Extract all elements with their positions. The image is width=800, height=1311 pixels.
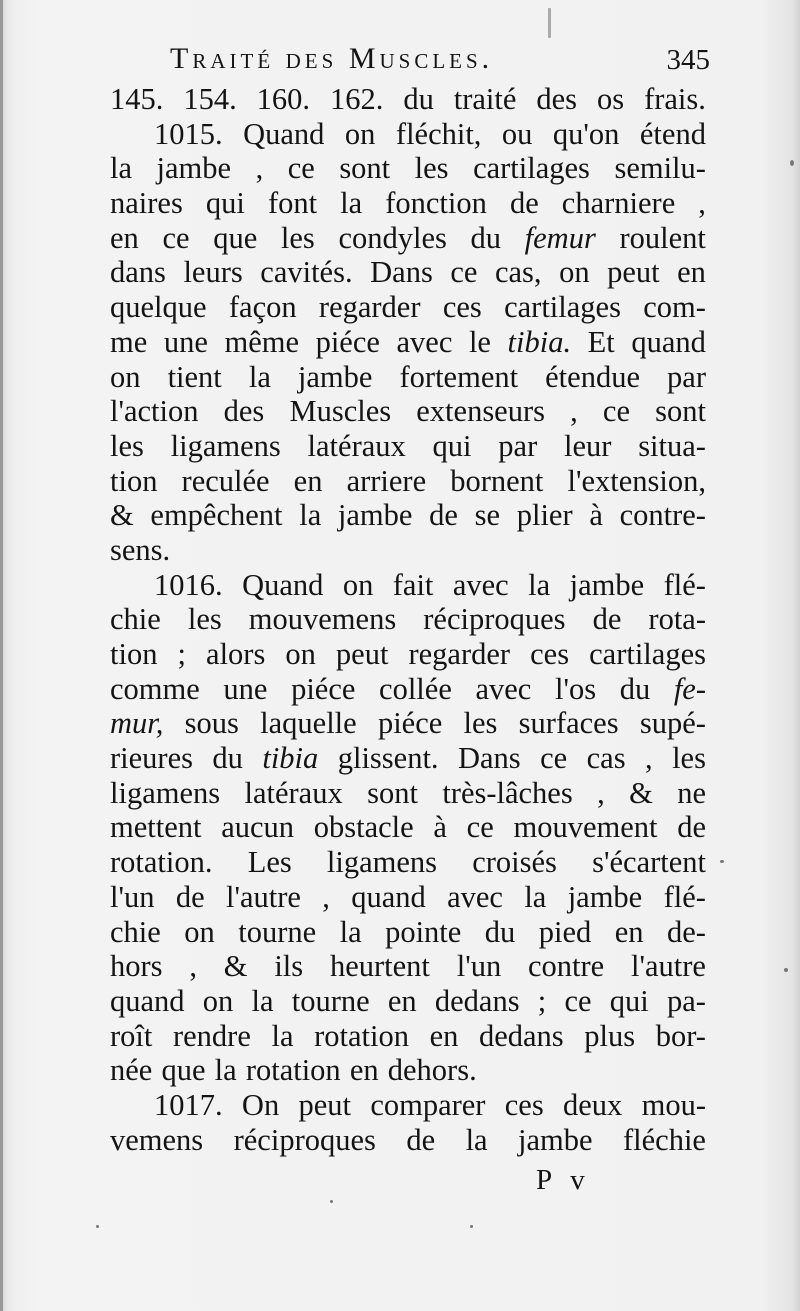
word: fléchie: [622, 1122, 706, 1157]
paper-speck: [784, 968, 788, 972]
paper-speck: [330, 1200, 333, 1203]
word: com-: [643, 290, 706, 325]
word: la: [214, 1053, 237, 1088]
word: mouvemens: [248, 602, 397, 637]
word: les: [187, 602, 222, 637]
word: la: [524, 879, 547, 914]
word: en: [429, 1018, 459, 1053]
word: plier: [516, 498, 573, 533]
word: pied: [538, 914, 592, 949]
text-line: [110, 706, 706, 741]
word: tibia.: [507, 324, 572, 359]
word: en: [349, 1053, 379, 1088]
word: ces: [504, 1087, 544, 1122]
word: jambe: [156, 151, 232, 186]
word: on: [342, 567, 374, 602]
word: même: [224, 324, 299, 359]
word: piéce: [315, 324, 380, 359]
text-line: [110, 255, 706, 290]
paper-speck: [790, 160, 794, 166]
word: jambe: [337, 498, 413, 533]
word: bor-: [655, 1018, 706, 1053]
word: étendue: [545, 359, 640, 394]
text-line: [110, 949, 706, 984]
body-text: [110, 82, 706, 1157]
word: os: [597, 82, 625, 116]
word: naires: [110, 186, 183, 221]
word: bornent: [450, 463, 544, 498]
word: quand: [351, 879, 426, 914]
word: la: [528, 567, 551, 602]
word: en: [677, 255, 706, 290]
word: Muscles: [289, 394, 392, 429]
word: tibia: [262, 741, 319, 776]
word: mouvement: [513, 810, 658, 845]
word: regarder: [408, 637, 511, 671]
word: regarder: [318, 290, 421, 325]
text-line: [110, 533, 706, 568]
text-line: [110, 602, 706, 637]
word: dans: [110, 255, 166, 290]
word: contre: [528, 949, 605, 984]
word: comme: [110, 671, 200, 706]
word: Et: [587, 324, 615, 359]
text-line: [110, 845, 706, 880]
word: frais.: [644, 82, 706, 116]
word: tourne: [238, 914, 317, 949]
word: fortement: [399, 359, 519, 394]
word: en: [614, 914, 644, 949]
word: les: [110, 428, 144, 463]
word: très-lâches: [442, 775, 573, 810]
word: ,: [645, 741, 653, 776]
text-line: [110, 1123, 706, 1158]
word: femur: [524, 220, 596, 255]
word: en: [110, 220, 139, 255]
word: laquelle: [260, 706, 357, 741]
word: hors: [110, 949, 163, 984]
text-line: [110, 568, 706, 603]
word: l'un: [110, 879, 155, 914]
word: qui: [432, 428, 472, 463]
word: à: [589, 498, 603, 533]
word: ne: [677, 775, 706, 810]
text-line: [110, 672, 706, 707]
word: on: [184, 914, 215, 949]
word: alors: [206, 637, 266, 671]
word: ce: [450, 255, 478, 290]
word: ;: [177, 637, 186, 671]
text-line: [110, 151, 706, 186]
word: supé-: [639, 706, 706, 741]
word: ce: [162, 220, 190, 255]
word: rendre: [172, 1018, 251, 1053]
word: étend: [639, 116, 706, 151]
word: piéce: [291, 671, 356, 706]
word: les: [280, 220, 315, 255]
word: mou-: [641, 1087, 706, 1122]
word: contre-: [619, 498, 706, 533]
word: avec: [447, 879, 503, 914]
word: on: [344, 116, 376, 151]
word: de: [677, 810, 706, 845]
word: ligamens: [326, 845, 438, 880]
word: dedans: [478, 1018, 564, 1053]
word: on: [559, 255, 590, 290]
word: ce: [564, 983, 592, 1018]
word: rotation.: [110, 845, 213, 880]
word: ce: [602, 394, 630, 429]
word: une: [223, 671, 268, 706]
word: cas: [586, 741, 626, 776]
text-line: [110, 186, 706, 221]
page-number: 345: [666, 44, 710, 76]
word: ce: [540, 741, 568, 776]
text-line: [110, 1019, 706, 1054]
word: roît: [110, 1018, 153, 1053]
word: la: [339, 914, 362, 949]
word: arriere: [346, 463, 427, 498]
word: jambe: [567, 879, 643, 914]
text-line: [110, 429, 706, 464]
word: la: [465, 1122, 488, 1157]
word: ,: [597, 775, 605, 810]
text-line: [110, 880, 706, 915]
word: l'autre: [225, 879, 301, 914]
word: chie: [110, 602, 161, 637]
word: de: [429, 498, 458, 533]
word: charniere: [561, 186, 676, 221]
word: de-: [666, 914, 706, 949]
word: On: [241, 1087, 280, 1122]
word: ,: [189, 949, 197, 984]
word: une: [163, 324, 208, 359]
word: née: [110, 1053, 153, 1088]
word: Les: [247, 845, 292, 880]
text-line: [110, 810, 706, 845]
word: par: [667, 359, 706, 394]
word: qui: [205, 186, 245, 221]
word: mettent: [110, 810, 202, 845]
word: du: [484, 914, 516, 949]
word: on: [285, 637, 316, 671]
word: l'extension,: [567, 463, 706, 498]
word: avec: [452, 567, 509, 602]
word: des: [536, 82, 578, 116]
word: ,: [322, 879, 330, 914]
word: la: [340, 186, 363, 221]
word: fléchit,: [395, 116, 482, 151]
word: ,: [570, 394, 578, 429]
word: rieures: [110, 741, 193, 776]
word: ces: [442, 290, 482, 325]
word: ou: [501, 116, 533, 151]
word: Dans: [370, 255, 433, 290]
word: la: [299, 498, 322, 533]
word: la: [248, 359, 271, 394]
text-line: [110, 394, 706, 429]
word: sous: [184, 706, 239, 741]
word: la: [271, 1018, 294, 1053]
word: que: [161, 1053, 206, 1088]
word: situa-: [638, 428, 706, 463]
text-line: [110, 915, 706, 950]
paper-speck: [96, 1225, 99, 1228]
word: me: [110, 324, 148, 359]
word: façon: [228, 290, 297, 325]
word: peut: [298, 1087, 352, 1122]
text-line: [110, 741, 706, 776]
word: ligamens: [170, 428, 281, 463]
word: l'autre: [631, 949, 706, 984]
word: de: [406, 1122, 436, 1157]
word: ces: [530, 637, 570, 671]
word: peut: [335, 637, 389, 671]
word: qui: [609, 983, 649, 1018]
word: chie: [110, 914, 161, 949]
text-line: [110, 637, 706, 672]
word: comparer: [370, 1087, 486, 1122]
word: du: [403, 82, 434, 116]
word: extenseurs: [416, 394, 545, 429]
word: glissent.: [337, 741, 439, 776]
word: collée: [379, 671, 452, 706]
word: heurtent: [329, 949, 430, 984]
word: sont: [367, 775, 418, 810]
word: s'écartent: [592, 845, 706, 880]
word: leur: [564, 428, 612, 463]
word: cavités.: [260, 255, 353, 290]
word: traité: [453, 82, 517, 116]
word: condyles: [338, 220, 447, 255]
word: la: [251, 983, 274, 1018]
text-line: [110, 1088, 706, 1123]
word: réciproques: [233, 1122, 376, 1157]
word: sont: [339, 151, 391, 186]
word: obstacle: [313, 810, 414, 845]
word: &: [110, 498, 134, 533]
word: l'os: [554, 671, 597, 706]
page-gutter-edge: [0, 0, 3, 1311]
word: flé-: [663, 567, 706, 602]
word: leurs: [183, 255, 243, 290]
word: deux: [563, 1087, 623, 1122]
word: &: [629, 775, 653, 810]
word: fait: [392, 567, 434, 602]
word: les: [672, 741, 706, 776]
word: on: [202, 983, 234, 1018]
word: Dans: [457, 741, 521, 776]
word: 1017.: [154, 1087, 223, 1122]
text-line: [110, 360, 706, 395]
word: 1016.: [154, 567, 223, 602]
word: pa-: [667, 983, 706, 1018]
word: pointe: [385, 914, 462, 949]
word: la: [110, 151, 133, 186]
word: quand: [110, 983, 185, 1018]
paper-speck: [470, 1225, 473, 1228]
word: dedans: [434, 983, 520, 1018]
word: avec: [396, 324, 453, 359]
word: qu'on: [552, 116, 620, 151]
text-line: [110, 221, 706, 256]
word: des: [223, 394, 265, 429]
word: latéraux: [307, 428, 406, 463]
word: ligamens: [110, 775, 221, 810]
text-line: [110, 117, 706, 152]
word: se: [474, 498, 501, 533]
signature-mark: P v: [536, 1164, 591, 1196]
word: ce: [287, 151, 315, 186]
word: avec: [475, 671, 532, 706]
word: par: [498, 428, 538, 463]
paper-speck: [720, 860, 724, 863]
word: jambe: [569, 567, 645, 602]
text-line: [110, 984, 706, 1019]
paper-mark: [548, 8, 551, 38]
word: font: [267, 186, 318, 221]
word: tion: [110, 463, 158, 498]
word: quand: [631, 324, 706, 359]
word: fonction: [385, 186, 487, 221]
word: ,: [255, 151, 264, 186]
word: tion: [110, 637, 158, 671]
word: rotation: [314, 1018, 409, 1053]
word: réciproques: [423, 602, 566, 637]
word: de: [509, 186, 539, 221]
word: ils: [274, 949, 304, 984]
word: cartilages: [589, 637, 706, 671]
word: semilu-: [614, 151, 706, 186]
word: roulent: [619, 220, 706, 255]
word: piéce: [377, 706, 443, 741]
word: du: [212, 741, 243, 776]
word: de: [592, 602, 622, 637]
page-header: [170, 42, 710, 82]
word: les: [414, 151, 449, 186]
word: dehors.: [387, 1053, 477, 1088]
word: croisés: [472, 845, 557, 880]
word: &: [223, 949, 248, 984]
word: rota-: [648, 602, 706, 637]
text-line: [110, 1053, 706, 1088]
word: surfaces: [518, 706, 619, 741]
word: tourne: [291, 983, 370, 1018]
word: en: [387, 983, 417, 1018]
word: du: [619, 671, 651, 706]
word: cartilages: [504, 290, 621, 325]
word: 1015.: [154, 116, 223, 151]
word: reculée: [181, 463, 270, 498]
word: cartilages: [473, 151, 590, 186]
word: sont: [655, 394, 706, 429]
word: 154.: [183, 82, 237, 116]
text-line: [110, 82, 706, 117]
word: plus: [584, 1018, 636, 1053]
word: tient: [167, 359, 222, 394]
word: Quand: [242, 567, 324, 602]
word: ;: [537, 983, 547, 1018]
word: jambe: [297, 359, 373, 394]
word: sens.: [110, 532, 171, 567]
word: aucun: [221, 810, 295, 845]
text-line: [110, 464, 706, 499]
word: ce: [466, 810, 494, 845]
word: l'action: [110, 394, 199, 429]
running-title: Traité des Muscles.: [170, 42, 494, 75]
word: on: [110, 359, 141, 394]
text-line: [110, 776, 706, 811]
word: rotation: [245, 1053, 341, 1088]
word: Quand: [243, 116, 325, 151]
word: l'un: [456, 949, 502, 984]
word: empêchent: [150, 498, 283, 533]
word: à: [433, 810, 447, 845]
word: du: [470, 220, 502, 255]
word: en: [293, 463, 323, 498]
text-line: [110, 498, 706, 533]
word: cas,: [494, 255, 542, 290]
word: flé-: [663, 879, 706, 914]
word: 162.: [329, 82, 384, 116]
text-line: [110, 290, 706, 325]
word: jambe: [518, 1122, 593, 1157]
word: latéraux: [244, 775, 343, 810]
word: les: [463, 706, 498, 741]
word: 145.: [110, 82, 164, 116]
word: fe-: [673, 671, 706, 706]
word: quelque: [110, 290, 207, 325]
word: de: [175, 879, 205, 914]
word: que: [213, 220, 258, 255]
word: mur,: [110, 706, 164, 741]
text-line: [110, 325, 706, 360]
word: le: [468, 324, 491, 359]
word: peut: [607, 255, 660, 290]
word: vemens: [110, 1122, 204, 1157]
word: 160.: [256, 82, 311, 116]
word: ,: [698, 186, 706, 221]
